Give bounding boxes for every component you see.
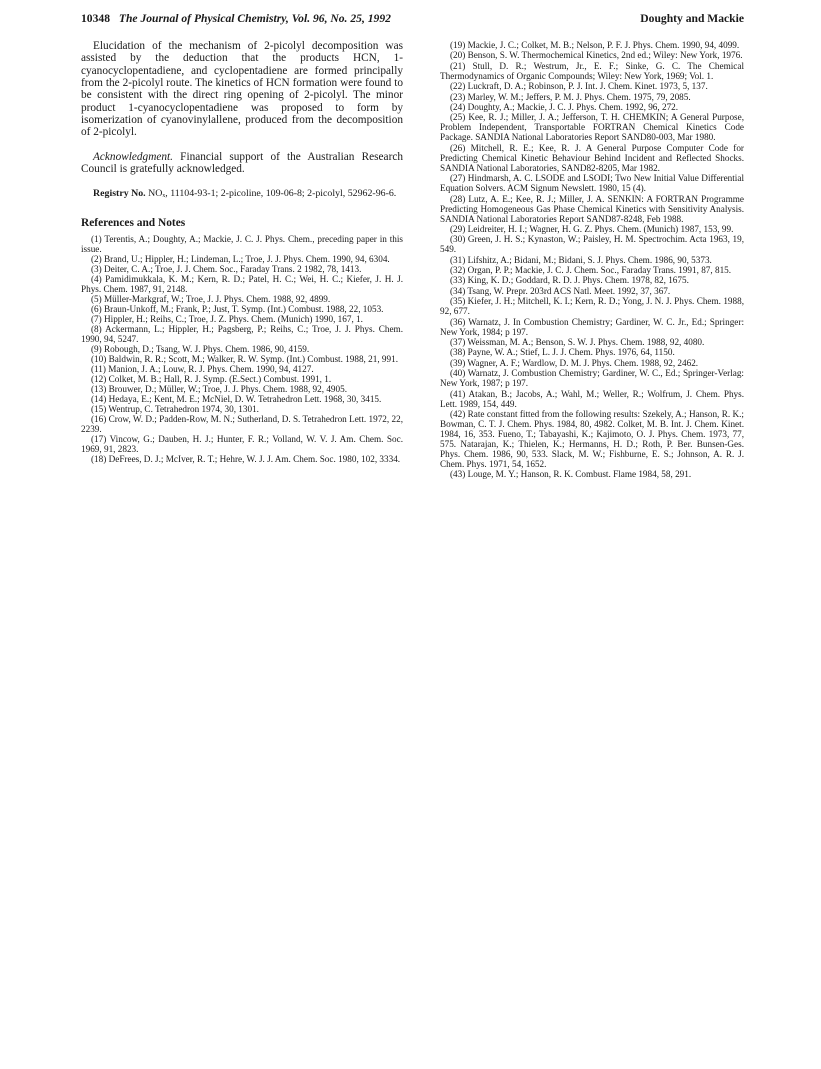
reference-item: (40) Warnatz, J. Combustion Chemistry; Gardiner, W. C., Ed.; Springer-Verlag: New York, 1987; p 197. <box>440 368 744 389</box>
reference-item: (13) Brouwer, D.; Müller, W.; Troe, J. J. Phys. Chem. 1988, 92, 4905. <box>91 383 348 394</box>
registry-text: NOₓ, 11104-93-1; 2-picoline, 109-06-8; 2-picolyl, 52962-96-6. <box>145 188 397 200</box>
reference-item: (5) Müller-Markgraf, W.; Troe, J. J. Phys. Chem. 1988, 92, 4899. <box>91 293 331 304</box>
reference-item: (42) Rate constant fitted from the following results: Szekely, A.; Hanson, R. K.; Bowman, C. T. J. Chem. Phys. 1984, 80, 4982. Colket, M. B. Int. J. Chem. Kinet. 1984, 16, 353. Fueno, T.; Tabayashi, K.; Kajimoto, O. J. Phys. Chem. 1973, 77, 575. Natarajan, K.; Thielen, K.; Hermanns, H. D.; Roth, P. Ber. Bunsen-Ges. Phys. Chem. 1986, 90, 533. Slack, M. W.; Fishburne, E. S.; Johnson, A. R. J. Chem. Phys. 1971, 54, 1652. <box>440 408 744 469</box>
reference-item: (26) Mitchell, R. E.; Kee, R. J. A General Purpose Computer Code for Predicting Chemical Kinetic Behaviour Behind Incident and Reflected Shocks. SANDIA National Laboratories, SAND82-8205, Mar 1982. <box>440 142 744 173</box>
reference-item: (18) DeFrees, D. J.; McIver, R. T.; Hehre, W. J. J. Am. Chem. Soc. 1980, 102, 3334. <box>91 453 401 464</box>
conclusion-paragraph: Elucidation of the mechanism of 2-picolyl decomposition was assisted by the deduction that the products HCN, 1-cyanocyclopentadiene, and cyclopentadiene are formed principally from the 2-picolyl route. The kinetics of HCN formation were found to be consistent with the direct ring opening of 2-picolyl. The minor product 1-cyanocyclopentadiene was proposed to form by isomerization of cyanovinylallene, produced from the decomposition of 2-picolyl. <box>81 40 403 139</box>
reference-item: (19) Mackie, J. C.; Colket, M. B.; Nelson, P. F. J. Phys. Chem. 1990, 94, 4099. <box>450 40 740 50</box>
reference-item: (21) Stull, D. R.; Westrum, Jr., E. F.; Sinke, G. C. The Chemical Thermodynamics of Organic Compounds; Wiley: New York, 1969; Vol. 1. <box>440 60 744 81</box>
reference-item: (35) Kiefer, J. H.; Mitchell, K. I.; Kern, R. D.; Yong, J. N. J. Phys. Chem. 1988, 92, 677. <box>440 296 744 317</box>
page-header <box>81 12 744 28</box>
reference-item: (3) Deiter, C. A.; Troe, J. J. Chem. Soc., Faraday Trans. 2 1982, 78, 1413. <box>91 263 362 274</box>
reference-item: (4) Pamidimukkala, K. M.; Kern, R. D.; Patel, H. C.; Wei, H. C.; Kiefer, J. H. J. Phys. Chem. 1987, 91, 2148. <box>81 273 403 294</box>
reference-item: (22) Luckraft, D. A.; Robinson, P. J. Int. J. Chem. Kinet. 1973, 5, 137. <box>450 81 708 92</box>
acknowledgment-heading: Acknowledgment. <box>93 150 173 163</box>
registry-numbers <box>81 188 403 199</box>
reference-item: (8) Ackermann, L.; Hippler, H.; Pagsberg, P.; Reihs, C.; Troe, J. J. Phys. Chem. 1990, 94, 5247. <box>81 323 403 344</box>
reference-item: (38) Payne, W. A.; Stief, L. J. J. Chem. Phys. 1976, 64, 1150. <box>450 347 675 358</box>
reference-item: (15) Wentrup, C. Tetrahedron 1974, 30, 1301. <box>91 403 259 414</box>
references-list-left <box>81 234 403 464</box>
reference-item: (25) Kee, R. J.; Miller, J. A.; Jefferson, T. H. CHEMKIN; A General Purpose, Problem Independent, Transportable FORTRAN Chemical Kinetics Code Package. SANDIA National Laboratories Report SAND80-003, Mar 1980. <box>440 112 744 143</box>
reference-item: (17) Vincow, G.; Dauben, H. J.; Hunter, F. R.; Volland, W. V. J. Am. Chem. Soc. 1969, 91, 2823. <box>81 433 403 454</box>
reference-item: (32) Organ, P. P.; Mackie, J. C. J. Chem. Soc., Faraday Trans. 1991, 87, 815. <box>450 265 732 276</box>
page-number: 10348 <box>81 12 110 25</box>
reference-item: (1) Terentis, A.; Doughty, A.; Mackie, J. C. J. Phys. Chem., preceding paper in this issue. <box>81 233 403 254</box>
references-list-right <box>440 40 744 479</box>
reference-item: (10) Baldwin, R. R.; Scott, M.; Walker, R. W. Symp. (Int.) Combust. 1988, 21, 991. <box>91 353 399 364</box>
running-authors: Doughty and Mackie <box>640 12 744 25</box>
reference-item: (28) Lutz, A. E.; Kee, R. J.; Miller, J. A. SENKIN: A FORTRAN Programme Predicting Homogeneous Gas Phase Chemical Kinetics with Sensitivity Analysis. SANDIA National Laboratories Report SAND87-8248, Feb 1988. <box>440 193 744 224</box>
reference-item: (33) King, K. D.; Goddard, R. D. J. Phys. Chem. 1978, 82, 1675. <box>450 275 689 286</box>
reference-item: (30) Green, J. H. S.; Kynaston, W.; Paisley, H. M. Spectrochim. Acta 1963, 19, 549. <box>440 234 744 255</box>
references-heading: References and Notes <box>81 216 186 229</box>
right-column <box>440 40 744 480</box>
reference-item: (39) Wagner, A. F.; Wardlow, D. M. J. Phys. Chem. 1988, 92, 2462. <box>450 357 699 368</box>
reference-item: (37) Weissman, M. A.; Benson, S. W. J. Phys. Chem. 1988, 92, 4080. <box>450 337 705 348</box>
reference-item: (2) Brand, U.; Hippler, H.; Lindeman, L.; Troe, J. J. Phys. Chem. 1990, 94, 6304. <box>91 253 390 264</box>
registry-label: Registry No. <box>93 188 146 200</box>
reference-item: (41) Atakan, B.; Jacobs, A.; Wahl, M.; Weller, R.; Wolfrum, J. Chem. Phys. Lett. 1989, 154, 449. <box>440 388 744 409</box>
reference-item: (29) Leidreiter, H. I.; Wagner, H. G. Z. Phys. Chem. (Munich) 1987, 153, 99. <box>450 223 734 234</box>
reference-item: (12) Colket, M. B.; Hall, R. J. Symp. (E.Sect.) Combust. 1991, 1. <box>91 373 332 384</box>
reference-item: (23) Marley, W. M.; Jeffers, P. M. J. Phys. Chem. 1975, 79, 2085. <box>450 91 691 102</box>
reference-item: (7) Hippler, H.; Reihs, C.; Troe, J. Z. Phys. Chem. (Munich) 1990, 167, 1. <box>91 313 363 324</box>
reference-item: (31) Lifshitz, A.; Bidani, M.; Bidani, S. J. Phys. Chem. 1986, 90, 5373. <box>450 254 712 265</box>
reference-item: (20) Benson, S. W. Thermochemical Kinetics, 2nd ed.; Wiley: New York, 1976. <box>450 50 743 61</box>
reference-item: (9) Robough, D.; Tsang, W. J. Phys. Chem. 1986, 90, 4159. <box>91 343 310 354</box>
running-head <box>81 12 391 25</box>
reference-item: (43) Louge, M. Y.; Hanson, R. K. Combust. Flame 1984, 58, 291. <box>450 469 692 480</box>
reference-item: (27) Hindmarsh, A. C. LSODE and LSODI; Two New Initial Value Differential Equation Solvers. ACM Signum Newslett. 1980, 15 (4). <box>440 173 744 194</box>
reference-item: (24) Doughty, A.; Mackie, J. C. J. Phys. Chem. 1992, 96, 272. <box>450 101 679 112</box>
reference-item: (11) Manion, J. A.; Louw, R. J. Phys. Chem. 1990, 94, 4127. <box>91 363 314 374</box>
acknowledgment-text: Financial support of the Australian Research Council is gratefully acknowledged. <box>81 150 403 176</box>
left-column <box>81 40 403 464</box>
reference-item: (36) Warnatz, J. In Combustion Chemistry; Gardiner, W. C. Jr., Ed.; Springer: New York, 1984; p 197. <box>440 316 744 337</box>
reference-item: (14) Hedaya, E.; Kent, M. E.; McNiel, D. W. Tetrahedron Lett. 1968, 30, 3415. <box>91 393 382 404</box>
journal-citation: The Journal of Physical Chemistry, Vol. 96, No. 25, 1992 <box>118 12 391 25</box>
reference-item: (34) Tsang, W. Prepr. 203rd ACS Natl. Meet. 1992, 37, 367. <box>450 285 671 296</box>
reference-item: (6) Braun-Unkoff, M.; Frank, P.; Just, T. Symp. (Int.) Combust. 1988, 22, 1053. <box>91 303 384 314</box>
reference-item: (16) Crow, W. D.; Padden-Row, M. N.; Sutherland, D. S. Tetrahedron Lett. 1972, 22, 2239. <box>81 413 403 434</box>
acknowledgment-paragraph <box>81 151 403 176</box>
